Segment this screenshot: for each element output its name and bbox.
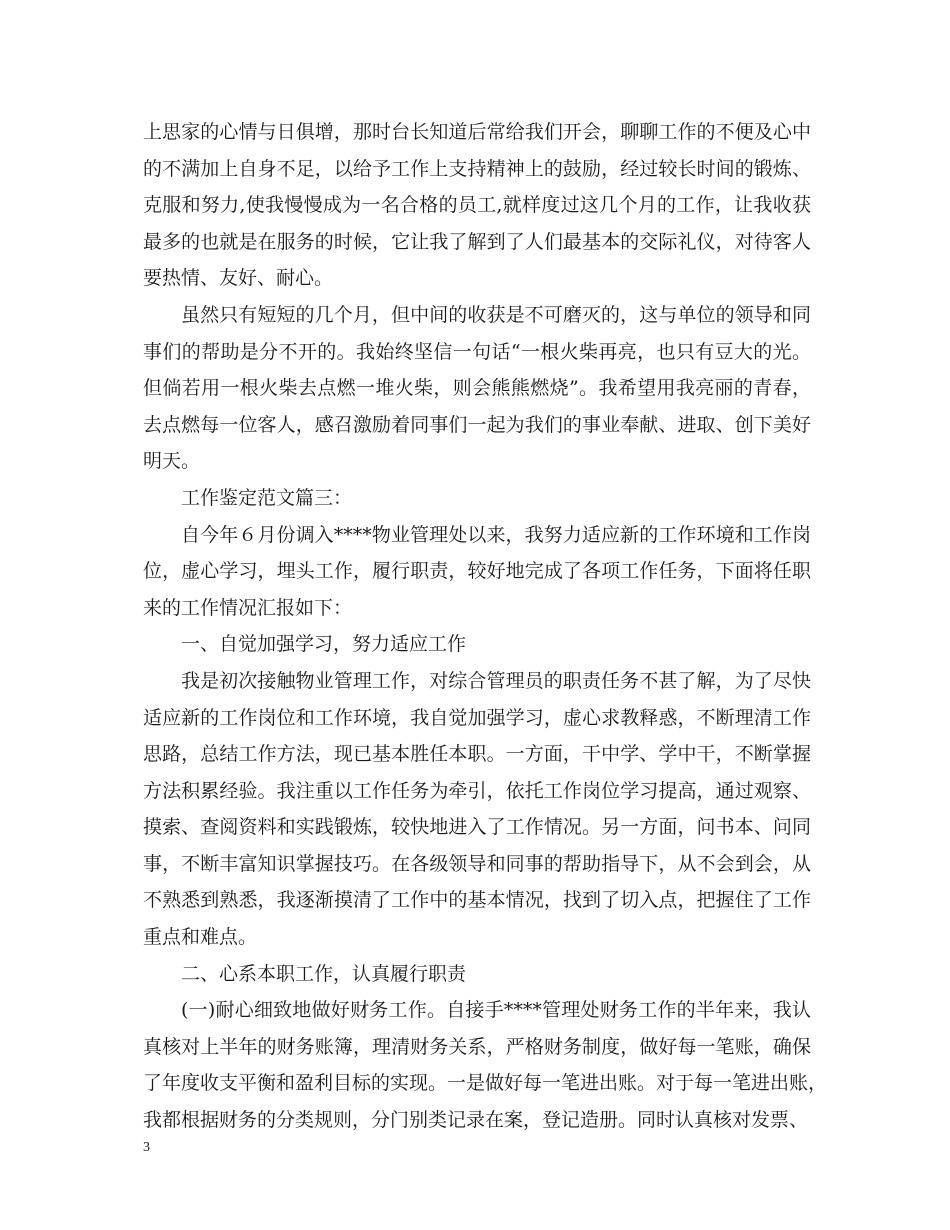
paragraph bbox=[143, 663, 811, 956]
text-line: 事，不断丰富知识掌握技巧。在各级领导和同事的帮助指导下，从不会到会，从 bbox=[143, 852, 811, 875]
text-line: 上思家的心情与日俱增，那时台长知道后常给我们开会，聊聊工作的不便及心中 bbox=[143, 121, 811, 143]
text-line: 来的工作情况汇报如下： bbox=[143, 596, 353, 619]
text-line: 事们的帮助是分不开的。我始终坚信一句话“一根火柴再亮，也只有豆大的光。 bbox=[143, 340, 811, 363]
paragraph bbox=[143, 956, 811, 993]
text-line: 自今年６月份调入****物业管理处以来，我努力适应新的工作环境和工作岗 bbox=[181, 523, 811, 546]
text-line: 了年度收支平衡和盈利目标的实现。一是做好每一笔进出账。对于每一笔进出账， bbox=[143, 1072, 828, 1095]
text-line: 一、自觉加强学习，努力适应工作 bbox=[181, 633, 467, 656]
text-line: 但倘若用一根火柴去点燃一堆火柴，则会熊熊燃烧”。我希望用我亮丽的青春， bbox=[143, 377, 811, 400]
text-line: 明天。 bbox=[143, 450, 201, 473]
paragraph bbox=[143, 992, 828, 1138]
text-line: 摸索、查阅资料和实践锻炼，较快地进入了工作情况。另一方面，问书本、问同 bbox=[143, 816, 811, 839]
text-line: 工作鉴定范文篇三： bbox=[181, 486, 353, 509]
paragraph bbox=[143, 517, 811, 627]
text-line: 真核对上半年的财务账簿，理清财务关系，严格财务制度，做好每一笔账，确保 bbox=[143, 1035, 811, 1058]
text-line: 不熟悉到熟悉，我逐渐摸清了工作中的基本情况，找到了切入点，把握住了工作 bbox=[143, 889, 811, 912]
text-line: 重点和难点。 bbox=[143, 926, 258, 949]
page-number: 3 bbox=[143, 1140, 150, 1155]
paragraph bbox=[143, 626, 811, 663]
text-line: 最多的也就是在服务的时候，它让我了解到了人们最基本的交际礼仪，对待客人 bbox=[143, 230, 811, 253]
paragraph bbox=[143, 297, 811, 480]
text-line: (一)耐心细致地做好财务工作。自接手****管理处财务工作的半年来，我认 bbox=[181, 999, 811, 1022]
text-line: 适应新的工作岗位和工作环境，我自觉加强学习，虚心求教释惑，不断理清工作 bbox=[143, 706, 811, 729]
text-line: 二、心系本职工作，认真履行职责 bbox=[181, 962, 467, 985]
text-line: 克服和努力,使我慢慢成为一名合格的员工,就样度过这几个月的工作，让我收获 bbox=[143, 194, 811, 217]
text-line: 的不满加上自身不足，以给予工作上支持精神上的鼓励，经过较长时间的锻炼、 bbox=[143, 157, 811, 180]
text-line: 虽然只有短短的几个月，但中间的收获是不可磨灭的，这与单位的领导和同 bbox=[181, 303, 811, 326]
document-body bbox=[143, 114, 828, 1139]
text-line: 要热情、友好、耐心。 bbox=[143, 267, 334, 290]
text-line: 我都根据财务的分类规则，分门别类记录在案，登记造册。同时认真核对发票、 bbox=[143, 1109, 809, 1132]
text-line: 我是初次接触物业管理工作，对综合管理员的职责任务不甚了解，为了尽快 bbox=[181, 669, 811, 692]
text-line: 位，虚心学习，埋头工作，履行职责，较好地完成了各项工作任务，下面将任职 bbox=[143, 560, 811, 583]
text-line: 思路，总结工作方法，现已基本胜任本职。一方面，干中学、学中干，不断掌握 bbox=[143, 743, 811, 766]
paragraph bbox=[143, 114, 811, 297]
text-line: 方法积累经验。我注重以工作任务为牵引，依托工作岗位学习提高，通过观察、 bbox=[143, 779, 811, 802]
paragraph bbox=[143, 480, 811, 517]
text-line: 去点燃每一位客人，感召激励着同事们一起为我们的事业奉献、进取、创下美好 bbox=[143, 413, 811, 436]
